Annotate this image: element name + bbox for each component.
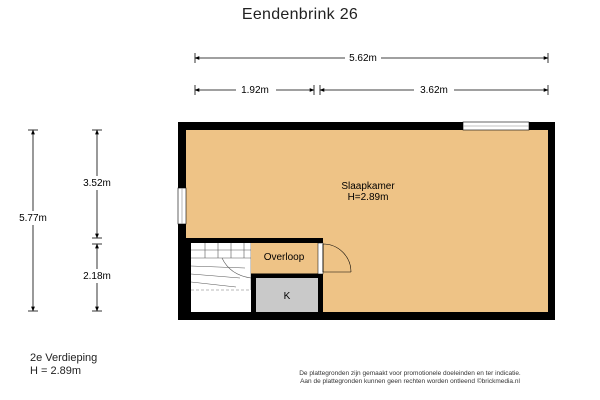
stair-region <box>186 238 323 320</box>
closet-label: K <box>283 291 291 302</box>
top-window <box>463 122 529 130</box>
disclaimer-line-1: De plattegronden zijn gemaakt voor promotionele doeleinden en ter indicatie. <box>299 370 521 377</box>
dimension-left-width <box>195 83 314 96</box>
dimension-lower-height <box>78 244 118 311</box>
dimension-right-width <box>320 83 548 96</box>
landing-name: Overloop <box>263 252 305 263</box>
upper-height-label: 3.52m <box>83 178 111 189</box>
disclaimer-line-2: Aan de plattegronden kunnen geen rechten worden ontleend ©brickmedia.nl <box>300 378 520 385</box>
dimension-upper-height <box>78 130 118 238</box>
total-height-label: 5.77m <box>19 213 47 224</box>
left-width-label: 1.92m <box>241 85 269 96</box>
bedroom-height: H=2.89m <box>347 192 389 203</box>
total-width-label: 5.62m <box>349 53 377 64</box>
floor-info <box>30 352 97 378</box>
right-width-label: 3.62m <box>420 85 448 96</box>
disclaimer <box>250 370 570 386</box>
dimension-total-height <box>14 130 54 311</box>
floor-name: 2e Verdieping <box>30 352 98 364</box>
lower-height-label: 2.18m <box>83 271 111 282</box>
plan-title: Eendenbrink 26 <box>241 6 359 23</box>
floor-height: H = 2.89m <box>30 365 82 377</box>
dimension-total-width <box>195 51 548 64</box>
left-window <box>178 188 186 224</box>
bedroom-name: Slaapkamer <box>341 181 395 192</box>
